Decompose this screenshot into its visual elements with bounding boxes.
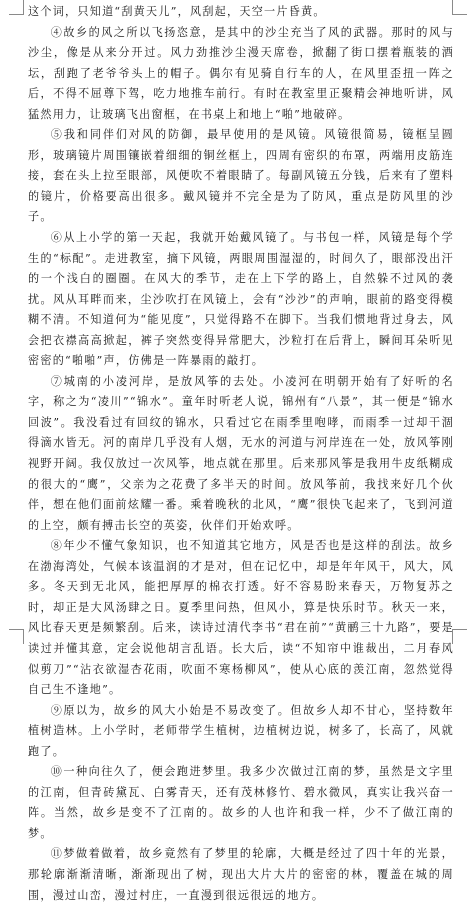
paragraph-5: ⑤我和同伴们对风的防御，最早使用的是风镜。风镜很简易，镜框呈圆形，玻璃镜片周围镶嵌着细细的铜丝框上，四周有密织的布罩，两端用皮筋连接，套在头上拉至眼部，风便吹不着眼睛了。每副风镜五分钱，后来有了塑料的镜片，价格要高出很多。戴风镜并不完全是为了防风，重点是防风里的沙子。 [28,128,454,224]
paragraph-4: ④故乡的风之所以飞扬恣意，是其中的沙尘充当了风的武器。那时的风与沙尘，像是从来分开过。风力劲推沙尘漫天席卷，掀翻了街口摆着瓶装的酒坛，刮跑了老爷爷头上的帽子。偶尔有见骑自行车的人，在风里歪扭一阵之后，不得不屈尊下驾，吃力地推车前行。有时在教室里正聚精会神地听讲，风猛然用力，让玻璃飞出窗框，在书桌上和地上“啪”地破碎。 [28,25,454,121]
crop-mark-bottom-left [9,629,24,644]
paragraph-8: ⑧年少不懂气象知识，也不知道其它地方，风是否也是这样的刮法。故乡在渤海湾处，气候本该温润的才是对，但在记忆中，却是年年风干，风大，风多。冬天到无北风，能把厚厚的棉衣打透。好不容易盼来春天，万物复苏之时，却正是大风汤肆之日。夏季里问热，但风小，算是快乐时节。秋天一来，风比春天更是频繁刮。后来，读诗过清代李书“君在前”“黄鹂三十九路”，要是读过并懂其意，定会说他胡言乱语。长大后，读“不知帘中谁裁出，二月春风似剪刀”“沾衣欲湿杏花雨，吹面不寒杨柳风”，使从心底的羡江南，忽然觉得自己生不逢地”。 [28,539,454,697]
paragraph-11: ⑪梦做着做着，故乡竟然有了梦里的轮廓，大概是经过了四十年的光景，那轮廓渐渐清晰，渐渐现出了树，现出大片大片的密密的林，覆盖在城的周围，漫过山峦，漫过村庄，一直漫到很远很远的地方。 [28,847,454,902]
crop-mark-top-right [452,0,467,15]
crop-mark-top-left [9,0,24,15]
paragraph-10: ⑩一种向往久了，便会跑进梦里。我多少次做过江南的梦，虽然是文字里的江南，但青砖黛瓦、白雾青天，还有茂林修竹、碧水微风，真实让我兴奋一阵。当然，故乡是变不了江南的。故乡的人也许和我一样，少不了做江南的梦。 [28,765,454,840]
paragraph-continuation: 这个词，只知道“刮黄天儿”，风刮起，天空一片昏黄。 [28,5,326,18]
paragraph-9: ⑨原以为，故乡的风大小始是不易改变了。但故乡人却不甘心，坚持数年植树造林。上小学时，老师带学生植树，边植树边说，树多了，长高了，风就跑了。 [28,703,454,758]
crop-mark-bottom-right [452,629,467,644]
paragraph-6: ⑥从上小学的第一天起，我就开始戴风镜了。与书包一样，风镜是每个学生的“标配”。走进教室，摘下风镜，两眼周围湿湿的，时间久了，眼部没出汗的一个浅白的圈圈。在风大的季节，走在上下学的路上，自然躲不过风的袭扰。风从耳畔而来，尘沙吹打在风镜上，会有“沙沙”的声响，眼前的路变得模糊不清。不知道何为“能见度”，只觉得路不在脚下。当我们惯地背过身去，风会把衣襟高高掀起，裤子突然变得异常肥大，沙粒打在后背上，瞬间耳朵听见密密的“啪啪”声，仿佛是一阵暴雨的敲打。 [28,231,454,368]
paragraph-7: ⑦城南的小凌河岸，是放风筝的去处。小凌河在明朝开始有了好听的名字，称之为“凌川”“锦水”。童年时听老人说，锦州有“八景”，其一便是“锦水回波”。我没看过有回纹的锦水，只看过它在雨季里咆哮，而雨季一过却干涸得滴水皆无。河的南岸几乎没有人烟，无水的河道与河岸连在一处，放风筝刚视野开阔。我仅放过一次风筝，地点就在那里。后来那风筝是我用牛皮纸糊成的很大的“鹰”，父亲为之花费了多半天的时间。放风筝前，我找来好几个伙伴，想在他们面前炫耀一番。乘着晚秋的北风，“鹰”很快飞起来了，飞到河道的上空，颇有搏击长空的英姿，伙伴们开始欢呼。 [28,374,454,532]
